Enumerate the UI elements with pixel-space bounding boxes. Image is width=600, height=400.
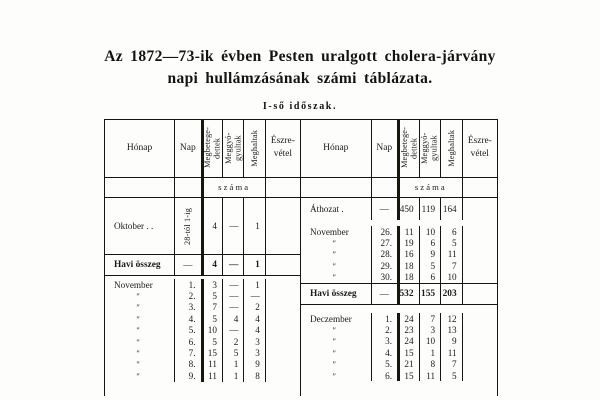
cell-note bbox=[266, 290, 300, 301]
november-rows-right bbox=[301, 226, 497, 283]
table-row bbox=[105, 325, 300, 336]
cell-died: 6 bbox=[441, 226, 463, 237]
cell-month: ″ bbox=[301, 260, 372, 271]
cell-died: 1 bbox=[244, 198, 265, 254]
cell-sick: 5 bbox=[202, 336, 223, 347]
header-szama-right: száma bbox=[398, 178, 463, 197]
cell-died: 2 bbox=[244, 302, 265, 313]
cell-recovered: 1 bbox=[223, 370, 244, 381]
cell-month: ″ bbox=[301, 249, 372, 260]
december-rows-right bbox=[301, 305, 497, 381]
table-row bbox=[301, 237, 497, 248]
header-sick-left: Megbetege- dettek bbox=[202, 120, 223, 177]
table-row bbox=[105, 279, 300, 290]
cell-note bbox=[266, 279, 300, 290]
header-note-line1-left: Észre- bbox=[270, 136, 295, 147]
cell-day: 4. bbox=[175, 313, 201, 324]
cell-month: November bbox=[105, 279, 175, 290]
cell-died: 10 bbox=[441, 272, 463, 283]
cell-note bbox=[463, 272, 497, 283]
table-header-left bbox=[105, 120, 300, 198]
cell-recovered: 2 bbox=[223, 336, 244, 347]
cell-month: ″ bbox=[105, 370, 175, 381]
cell-day: 1. bbox=[175, 279, 201, 290]
cell-day: 1. bbox=[372, 313, 398, 324]
cell-day: 30. bbox=[372, 272, 398, 283]
cell-sick: 5 bbox=[202, 313, 223, 324]
cell-note bbox=[463, 347, 497, 358]
cell-day: 27. bbox=[372, 237, 398, 248]
cell-day: 6. bbox=[175, 336, 201, 347]
table-row-total bbox=[105, 255, 300, 275]
cell-month: Oktober . . bbox=[105, 198, 175, 254]
cell-note bbox=[266, 302, 300, 313]
cell-note bbox=[266, 336, 300, 347]
cell-sick: 16 bbox=[398, 249, 420, 260]
cell-month: ″ bbox=[105, 302, 175, 313]
cell-sick: 5 bbox=[202, 290, 223, 301]
cell-day-total: — bbox=[175, 255, 201, 275]
table-row bbox=[105, 313, 300, 324]
cell-note-total bbox=[266, 255, 300, 275]
cell-sick: 11 bbox=[202, 359, 223, 370]
cell-month: ″ bbox=[105, 336, 175, 347]
header-note-line2-right: vétel bbox=[470, 149, 489, 160]
cell-day: 29. bbox=[372, 260, 398, 271]
header-sub-blank-day-right bbox=[372, 178, 398, 197]
cell-day: 4. bbox=[372, 347, 398, 358]
cell-month: ″ bbox=[301, 347, 372, 358]
cell-died-total: 1 bbox=[244, 255, 265, 275]
cell-sick: 23 bbox=[398, 324, 420, 335]
document-title-block bbox=[0, 46, 600, 112]
cell-note bbox=[463, 249, 497, 260]
cell-sick: 21 bbox=[398, 359, 420, 370]
table-row bbox=[105, 370, 300, 381]
header-note-left bbox=[266, 120, 300, 177]
header-note-right bbox=[463, 120, 497, 177]
cell-day: 28. bbox=[372, 249, 398, 260]
cell-sick: 18 bbox=[398, 272, 420, 283]
cell-note-total bbox=[463, 284, 497, 304]
table-half-right bbox=[301, 120, 497, 400]
cell-day: 5. bbox=[372, 359, 398, 370]
cell-sick-total: 4 bbox=[202, 255, 223, 275]
cell-recovered: 10 bbox=[420, 226, 442, 237]
table-row bbox=[105, 336, 300, 347]
page-title-line-1: Az 1872—73-ik évben Pesten uralgott cholera-járvány bbox=[104, 48, 496, 65]
cell-recovered: — bbox=[223, 302, 244, 313]
table-row bbox=[105, 302, 300, 313]
cell-month: ″ bbox=[105, 347, 175, 358]
cell-month: ″ bbox=[105, 290, 175, 301]
cell-note bbox=[266, 359, 300, 370]
cell-recovered: 11 bbox=[420, 370, 442, 381]
header-died-right: Meghaltak bbox=[441, 120, 463, 177]
cell-died: 8 bbox=[244, 370, 265, 381]
header-month-right: Hónap bbox=[301, 120, 372, 177]
cell-note bbox=[463, 226, 497, 237]
cell-sick: 18 bbox=[398, 260, 420, 271]
header-month-left: Hónap bbox=[105, 120, 175, 177]
cell-died-total: 203 bbox=[441, 284, 463, 304]
table-row bbox=[301, 347, 497, 358]
cell-recovered-carried: 119 bbox=[420, 198, 442, 220]
cell-note-carried bbox=[463, 198, 497, 220]
cell-sick: 3 bbox=[202, 279, 223, 290]
cell-died: 7 bbox=[441, 260, 463, 271]
cell-sick: 15 bbox=[398, 347, 420, 358]
table-row bbox=[105, 198, 300, 254]
cell-recovered: 8 bbox=[420, 359, 442, 370]
cell-month: ″ bbox=[301, 370, 372, 381]
cell-day: 3. bbox=[372, 336, 398, 347]
cell-month: ″ bbox=[301, 359, 372, 370]
cell-note bbox=[266, 325, 300, 336]
cell-died: 9 bbox=[244, 359, 265, 370]
cell-died: 13 bbox=[441, 324, 463, 335]
cell-day: 28-tól 1-ig bbox=[175, 198, 201, 254]
cell-day: 2. bbox=[175, 290, 201, 301]
cell-note bbox=[463, 324, 497, 335]
header-sub-blank-month-right bbox=[301, 178, 372, 197]
page-title-line-2: napi hullámzásának számi táblázata. bbox=[167, 70, 433, 87]
table-row bbox=[301, 336, 497, 347]
cell-sick: 15 bbox=[398, 370, 420, 381]
cell-sick: 15 bbox=[202, 347, 223, 358]
cell-sick: 24 bbox=[398, 313, 420, 324]
cell-died: 5 bbox=[441, 237, 463, 248]
cell-died: 4 bbox=[244, 313, 265, 324]
cell-recovered: — bbox=[223, 290, 244, 301]
header-sub-blank-note-right bbox=[463, 178, 497, 197]
table-header-right bbox=[301, 120, 497, 198]
cell-note bbox=[463, 313, 497, 324]
cell-died: 1 bbox=[244, 279, 265, 290]
november-total-block bbox=[301, 284, 497, 305]
header-note-line1-right: Észre- bbox=[467, 136, 492, 147]
cell-day: 3. bbox=[175, 302, 201, 313]
cell-day-carried: — bbox=[372, 198, 398, 220]
cell-month: Deczember bbox=[301, 313, 372, 324]
cell-note bbox=[266, 198, 300, 254]
cell-recovered: 1 bbox=[223, 359, 244, 370]
cell-died: — bbox=[244, 290, 265, 301]
cell-recovered: — bbox=[223, 198, 244, 254]
cell-sick: 7 bbox=[202, 302, 223, 313]
cell-day: 2. bbox=[372, 324, 398, 335]
cell-recovered: — bbox=[223, 279, 244, 290]
cell-note bbox=[266, 313, 300, 324]
cell-died-carried: 164 bbox=[441, 198, 463, 220]
header-sick-right: Megbetege- dettek bbox=[398, 120, 420, 177]
header-recovered-right: Meggyó- gyultak bbox=[420, 120, 442, 177]
cell-month-total: Havi összeg bbox=[301, 284, 372, 304]
table-row bbox=[301, 272, 497, 283]
cell-recovered: — bbox=[223, 325, 244, 336]
header-note-line2-left: vétel bbox=[273, 149, 292, 160]
cell-died: 5 bbox=[441, 370, 463, 381]
carried-forward-block bbox=[301, 198, 497, 284]
cell-sick: 24 bbox=[398, 336, 420, 347]
cell-sick: 11 bbox=[398, 226, 420, 237]
cell-recovered: 5 bbox=[223, 347, 244, 358]
table-row bbox=[105, 347, 300, 358]
cell-month: ″ bbox=[301, 237, 372, 248]
october-block bbox=[105, 198, 300, 255]
cell-recovered-total: 155 bbox=[420, 284, 442, 304]
cell-recovered: 1 bbox=[420, 347, 442, 358]
header-sub-blank-note-left bbox=[266, 178, 300, 197]
cell-recovered: 3 bbox=[420, 324, 442, 335]
cell-month: ″ bbox=[301, 336, 372, 347]
cell-month-total: Havi összeg bbox=[105, 255, 175, 275]
cell-recovered: 6 bbox=[420, 237, 442, 248]
cell-note bbox=[463, 237, 497, 248]
table-row bbox=[105, 359, 300, 370]
cell-sick-total: 532 bbox=[398, 284, 420, 304]
header-sub-blank-month-left bbox=[105, 178, 175, 197]
cell-sick: 10 bbox=[202, 325, 223, 336]
cell-note bbox=[463, 336, 497, 347]
cell-day: 5. bbox=[175, 325, 201, 336]
cell-recovered-total: — bbox=[223, 255, 244, 275]
cell-month-carried: Áthozat . bbox=[301, 198, 372, 220]
cell-month: ″ bbox=[105, 313, 175, 324]
table-row bbox=[301, 249, 497, 260]
cell-note bbox=[463, 260, 497, 271]
table-row bbox=[301, 370, 497, 381]
table-row bbox=[301, 359, 497, 370]
cell-month: ″ bbox=[301, 272, 372, 283]
cell-sick-carried: 450 bbox=[398, 198, 420, 220]
cell-note bbox=[463, 359, 497, 370]
cell-day: 26. bbox=[372, 226, 398, 237]
cell-day: 9. bbox=[175, 370, 201, 381]
cell-note bbox=[266, 347, 300, 358]
cell-died: 11 bbox=[441, 347, 463, 358]
cell-recovered: 9 bbox=[420, 249, 442, 260]
table-row bbox=[301, 313, 497, 324]
header-day-right: Nap bbox=[372, 120, 398, 177]
table-row bbox=[301, 324, 497, 335]
cell-day-total: — bbox=[372, 284, 398, 304]
table-body-right bbox=[301, 198, 497, 400]
cell-month: ″ bbox=[301, 324, 372, 335]
header-recovered-left: Meggyó- gyultak bbox=[223, 120, 244, 177]
cell-sick: 4 bbox=[202, 198, 223, 254]
cell-recovered: 6 bbox=[420, 272, 442, 283]
table-row-carried-forward bbox=[301, 198, 497, 220]
cell-recovered: 4 bbox=[223, 313, 244, 324]
header-day-left: Nap bbox=[175, 120, 201, 177]
cell-day: 8. bbox=[175, 359, 201, 370]
cell-died: 4 bbox=[244, 325, 265, 336]
october-total-block bbox=[105, 255, 300, 276]
cell-note bbox=[463, 370, 497, 381]
cell-recovered: 7 bbox=[420, 313, 442, 324]
cell-died: 11 bbox=[441, 249, 463, 260]
cell-died: 7 bbox=[441, 359, 463, 370]
cell-died: 9 bbox=[441, 336, 463, 347]
header-szama-left: száma bbox=[202, 178, 266, 197]
cell-died: 3 bbox=[244, 336, 265, 347]
cell-month: ″ bbox=[105, 325, 175, 336]
cell-day: 6. bbox=[372, 370, 398, 381]
page-subtitle: I-ső időszak. bbox=[262, 101, 338, 112]
cholera-statistics-table bbox=[104, 119, 498, 400]
table-body-left bbox=[105, 198, 300, 400]
cell-recovered: 5 bbox=[420, 260, 442, 271]
header-died-left: Meghaltak bbox=[244, 120, 265, 177]
cell-month: ″ bbox=[105, 359, 175, 370]
cell-sick: 11 bbox=[202, 370, 223, 381]
table-half-left bbox=[105, 120, 301, 400]
cell-sick: 19 bbox=[398, 237, 420, 248]
header-sub-blank-day-left bbox=[175, 178, 201, 197]
cell-died: 3 bbox=[244, 347, 265, 358]
table-row-total bbox=[301, 284, 497, 304]
cell-day: 7. bbox=[175, 347, 201, 358]
cell-recovered: 10 bbox=[420, 336, 442, 347]
november-rows-left bbox=[105, 276, 300, 382]
cell-month: November bbox=[301, 226, 372, 237]
table-row bbox=[105, 290, 300, 301]
cell-died: 12 bbox=[441, 313, 463, 324]
table-row bbox=[301, 226, 497, 237]
cell-note bbox=[266, 370, 300, 381]
table-row bbox=[301, 260, 497, 271]
